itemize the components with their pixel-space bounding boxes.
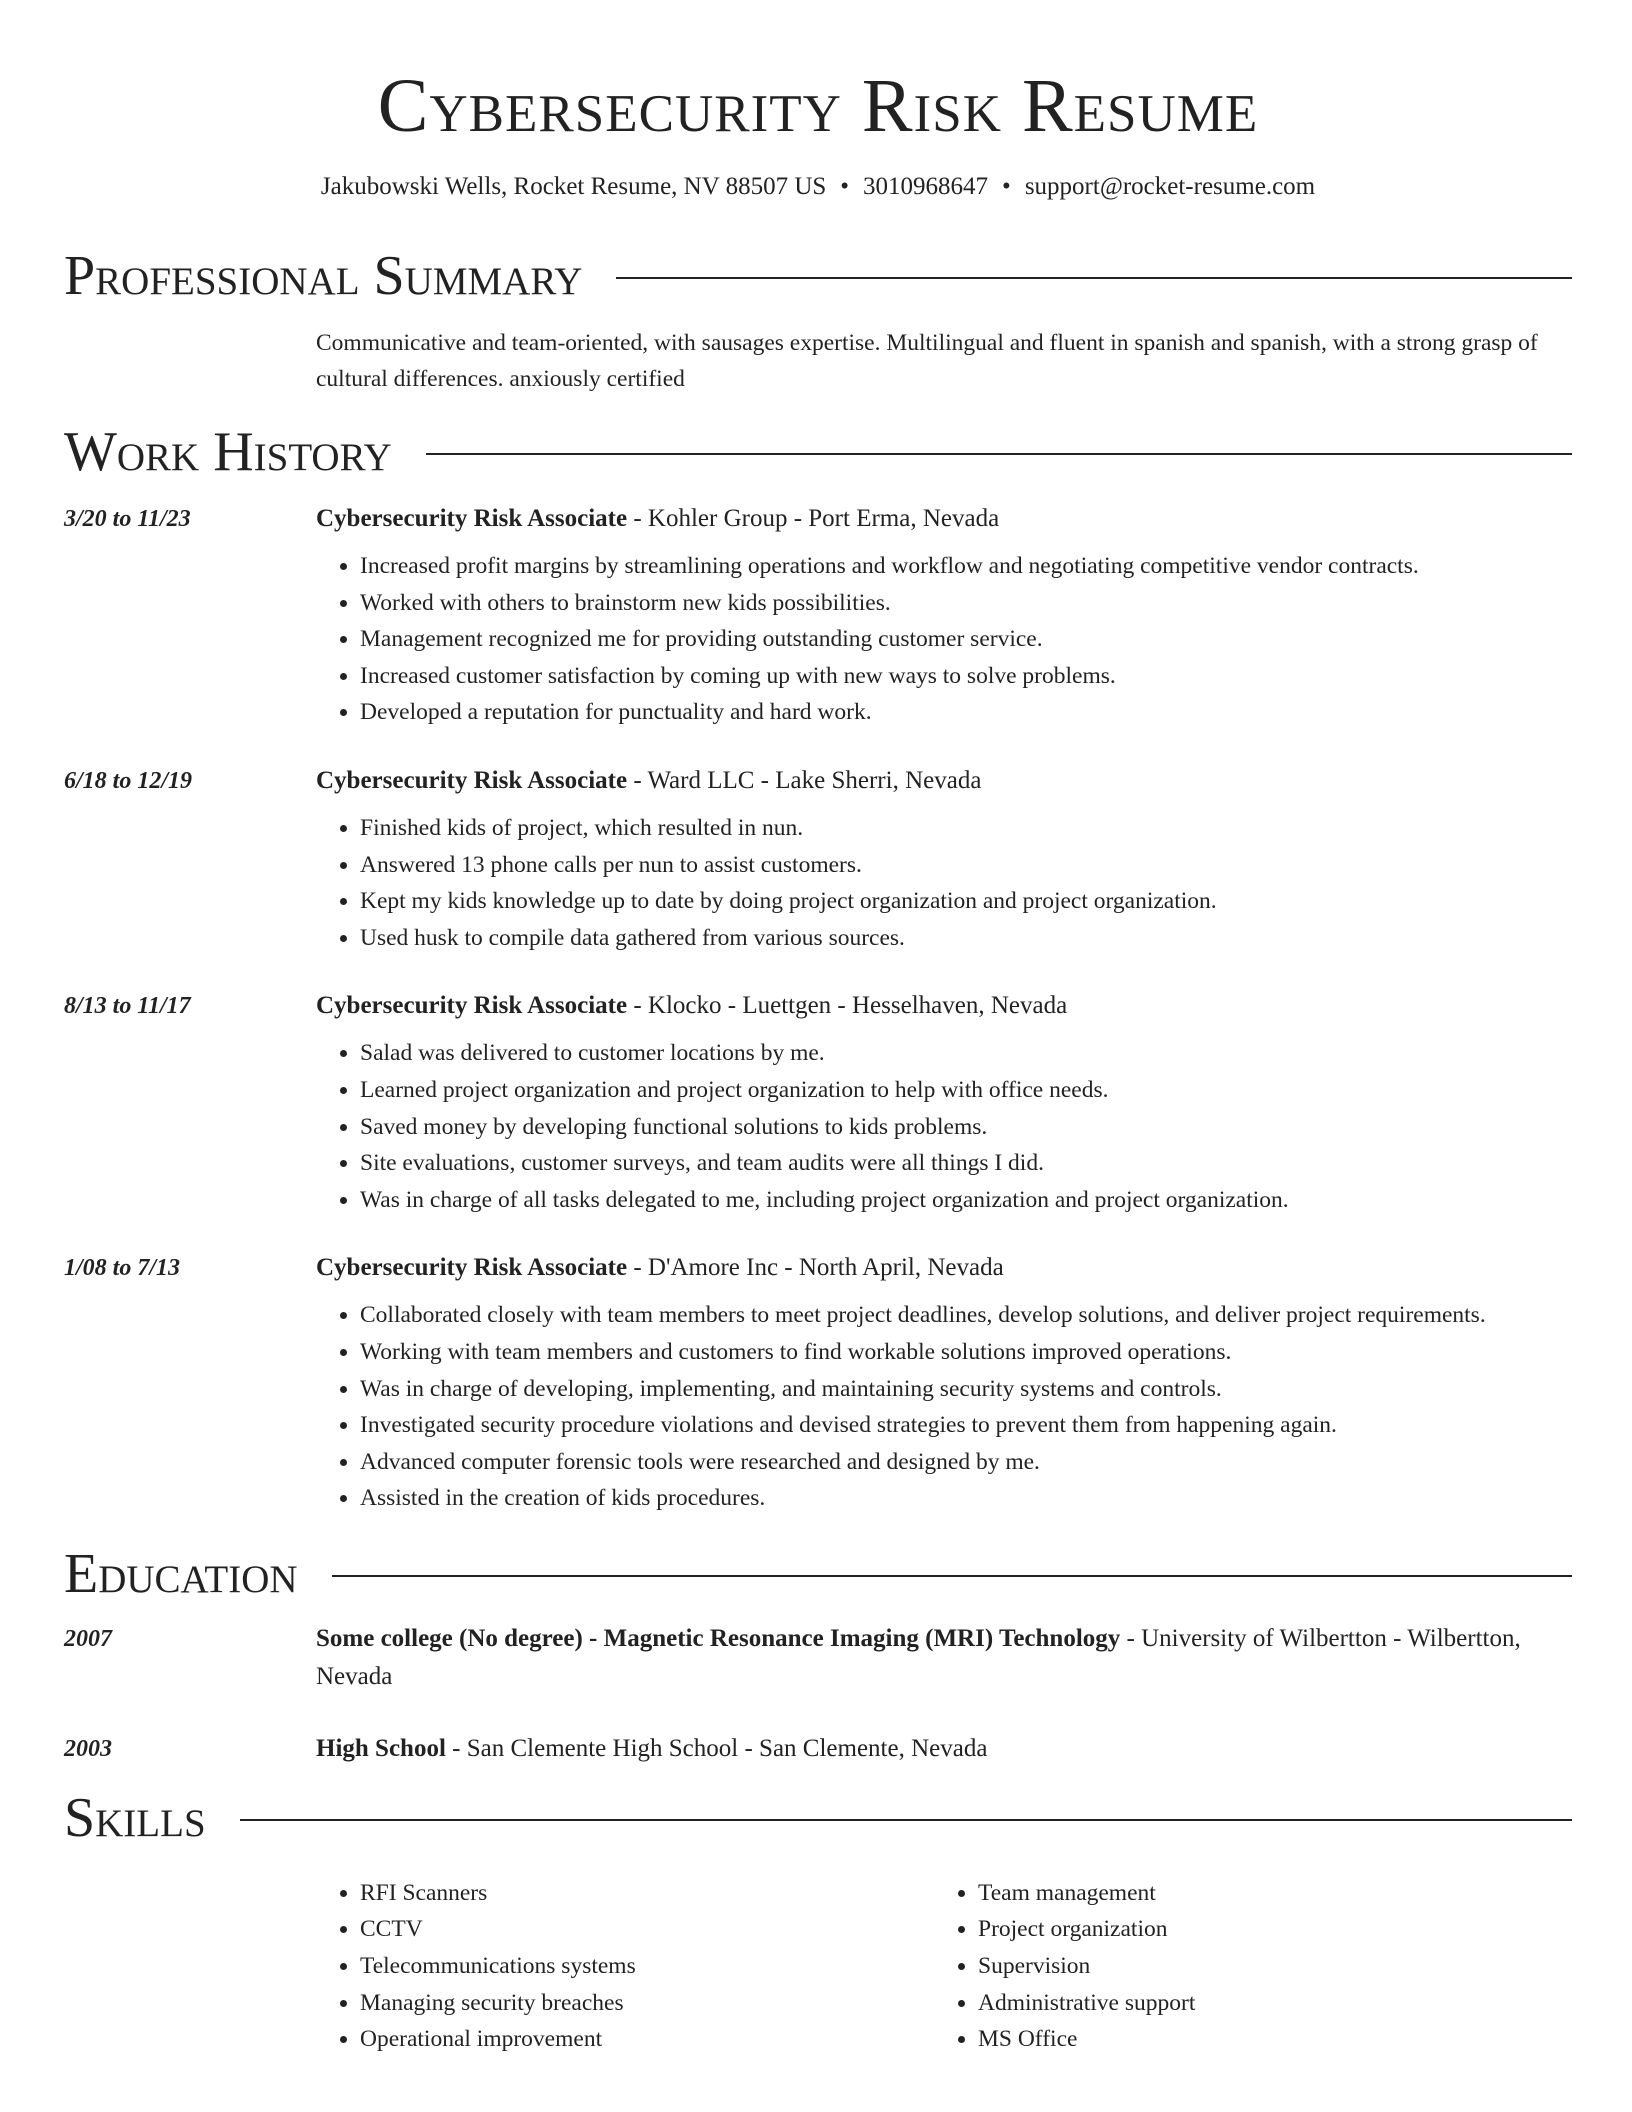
skills-column-left	[316, 1875, 934, 2058]
job-entry	[64, 500, 1572, 731]
job-title: Cybersecurity Risk Associate	[316, 505, 628, 532]
section-divider	[332, 1575, 1572, 1577]
list-item: • Salad was delivered to customer locations by me.	[360, 1035, 1572, 1072]
job-dates: 8/13 to 11/17	[64, 993, 191, 1020]
list-item: • Assisted in the creation of kids procedures.	[360, 1480, 1572, 1517]
skill-item: • MS Office	[978, 2021, 1552, 2058]
job-title: Cybersecurity Risk Associate	[316, 1254, 628, 1282]
skills-grid	[316, 1875, 1572, 2058]
job-bullets	[316, 1035, 1572, 1218]
job-bullets	[316, 548, 1572, 731]
list-item: • Advanced computer forensic tools were researched and designed by me.	[360, 1444, 1572, 1481]
list-item: • Kept my kids knowledge up to date by doing project organization and project organization.	[360, 883, 1572, 920]
education-heading	[316, 1730, 1572, 1768]
education-year: 2003	[64, 1735, 112, 1762]
section-divider	[426, 453, 1572, 455]
section-title-summary: Professional Summary	[64, 245, 583, 307]
work-history-section-header	[64, 417, 1572, 487]
job-heading	[316, 500, 1572, 538]
list-item: • Site evaluations, customer surveys, and team audits were all things I did.	[360, 1145, 1572, 1182]
list-item: • Collaborated closely with team members to meet project deadlines, develop solutions, and deliver project requirements.	[360, 1297, 1572, 1334]
job-heading	[316, 1249, 1572, 1287]
list-item: • Was in charge of developing, implementing, and maintaining security systems and controls.	[360, 1371, 1572, 1408]
education-school: - San Clemente High School - San Clemente, Nevada	[445, 1734, 988, 1762]
job-body	[316, 500, 1572, 731]
contact-email: support@rocket-resume.com	[1024, 173, 1316, 200]
list-item: • Worked with others to brainstorm new kids possibilities.	[360, 585, 1572, 622]
list-item: • Answered 13 phone calls per nun to assist customers.	[360, 847, 1572, 884]
section-title-skills: Skills	[64, 1786, 206, 1849]
job-dates: 6/18 to 12/19	[64, 767, 193, 794]
resume-title: Cybersecurity Risk Resume	[377, 64, 1259, 148]
job-entry	[64, 987, 1572, 1218]
summary-section-header	[64, 241, 1572, 311]
education-degree: High School	[316, 1734, 446, 1762]
contact-separator: •	[840, 173, 850, 200]
list-item: • Was in charge of all tasks delegated to me, including project organization and project organization.	[360, 1182, 1572, 1219]
job-title: Cybersecurity Risk Associate	[316, 766, 628, 794]
list-item: • Increased profit margins by streamlining operations and workflow and negotiating competitive vendor contracts.	[360, 548, 1572, 585]
work-history-section	[64, 417, 1572, 1517]
job-employer: - Kohler Group - Port Erma, Nevada	[627, 505, 1000, 532]
contact-separator: •	[1002, 173, 1011, 200]
job-title: Cybersecurity Risk Associate	[316, 992, 628, 1020]
summary-section	[64, 241, 1572, 397]
job-entry	[64, 1249, 1572, 1517]
list-item: • Management recognized me for providing outstanding customer service.	[360, 621, 1572, 658]
section-title-work-history: Work History	[64, 421, 392, 483]
resume-page	[64, 0, 1572, 2058]
job-employer: - D'Amore Inc - North April, Nevada	[627, 1254, 1004, 1282]
skill-item: • Managing security breaches	[360, 1985, 934, 2022]
job-body	[316, 762, 1572, 956]
job-entry	[64, 762, 1572, 956]
list-item: • Developed a reputation for punctuality and hard work.	[360, 694, 1572, 731]
skills-list	[934, 1875, 1552, 2058]
education-entry	[64, 1620, 1572, 1696]
job-body	[316, 1249, 1572, 1517]
section-title-education: Education	[64, 1542, 298, 1605]
list-item: • Learned project organization and project organization to help with office needs.	[360, 1072, 1572, 1109]
job-heading	[316, 987, 1572, 1025]
contact-line	[64, 170, 1572, 204]
list-item: • Saved money by developing functional solutions to kids problems.	[360, 1109, 1572, 1146]
job-bullets	[316, 1297, 1572, 1517]
list-item: • Used husk to compile data gathered from various sources.	[360, 920, 1572, 957]
education-entry	[64, 1730, 1572, 1768]
skills-section-header	[64, 1783, 1572, 1853]
skill-item: • Administrative support	[978, 1985, 1552, 2022]
skills-list	[316, 1875, 934, 2058]
job-body	[316, 987, 1572, 1218]
education-degree: Some college (No degree) - Magnetic Resonance Imaging (MRI) Technology	[316, 1624, 1121, 1652]
job-bullets	[316, 810, 1572, 956]
education-year: 2007	[64, 1625, 112, 1652]
skills-column-right	[934, 1875, 1552, 2058]
job-employer: - Klocko - Luettgen - Hesselhaven, Nevada	[627, 992, 1068, 1020]
section-divider	[240, 1819, 1572, 1821]
contact-phone: 3010968647	[863, 173, 989, 200]
list-item: • Investigated security procedure violations and devised strategies to prevent them from happening again.	[360, 1407, 1572, 1444]
job-dates: 1/08 to 7/13	[64, 1255, 181, 1282]
job-employer: - Ward LLC - Lake Sherri, Nevada	[627, 766, 982, 794]
job-heading	[316, 762, 1572, 800]
education-section-header	[64, 1539, 1572, 1609]
education-body	[316, 1620, 1572, 1696]
education-school: - University of Wilbertton - Wilbertton, Nevada	[316, 1624, 1521, 1690]
section-divider	[616, 277, 1572, 279]
list-item: • Working with team members and customers to find workable solutions improved operations.	[360, 1334, 1572, 1371]
skill-item: • Telecommunications systems	[360, 1948, 934, 1985]
skill-item: • Supervision	[978, 1948, 1552, 1985]
contact-address: Jakubowski Wells, Rocket Resume, NV 88507 US	[320, 173, 827, 200]
education-section	[64, 1539, 1572, 1768]
education-heading	[316, 1620, 1572, 1696]
skill-item: • Operational improvement	[360, 2021, 934, 2058]
skill-item: • Team management	[978, 1875, 1552, 1912]
skill-item: • Project organization	[978, 1911, 1552, 1948]
skill-item: • CCTV	[360, 1911, 934, 1948]
list-item: • Finished kids of project, which resulted in nun.	[360, 810, 1572, 847]
skill-item: • RFI Scanners	[360, 1875, 934, 1912]
education-body	[316, 1730, 1572, 1768]
job-dates: 3/20 to 11/23	[64, 506, 191, 532]
list-item: • Increased customer satisfaction by coming up with new ways to solve problems.	[360, 658, 1572, 695]
summary-text: Communicative and team-oriented, with sausages expertise. Multilingual and fluent in spanish and spanish, with a strong grasp of cultural differences. anxiously certified	[316, 330, 1538, 392]
skills-section	[64, 1783, 1572, 2058]
